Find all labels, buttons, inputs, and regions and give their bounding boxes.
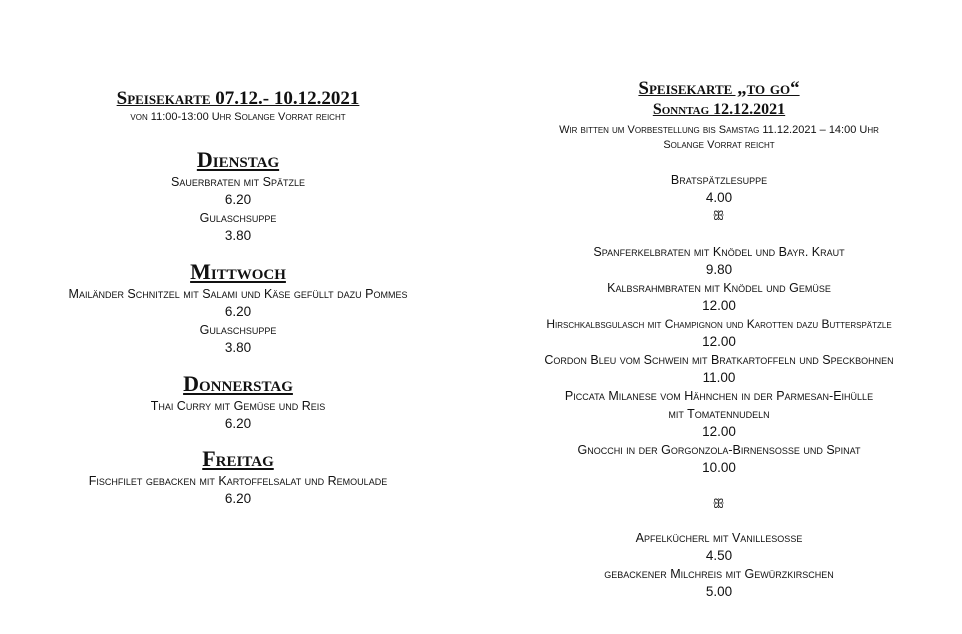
menu-item-name: Kalbsrahmbraten mit Knödel und Gemüse — [607, 281, 831, 295]
menu-item-name: Gulaschsuppe — [199, 211, 277, 225]
menu-item-price: 12.00 — [702, 424, 736, 439]
menu-item-price: 12.00 — [702, 298, 736, 313]
menu-item-name-cont: mit Tomatennudeln — [668, 407, 770, 421]
menu-item-price: 3.80 — [224, 340, 252, 355]
menu-item-price: 12.00 — [702, 334, 736, 349]
menu-item-name: Apfelkücherl mit Vanillesoße — [635, 531, 803, 545]
menu-item-name: Gnocchi in der Gorgonzola-Birnensoße und Spinat — [577, 443, 861, 457]
menu-item-name: Thai Curry mit Gemüse und Reis — [150, 399, 326, 413]
menu-item-price: 4.00 — [705, 190, 733, 205]
menu-item-name: Mailänder Schnitzel mit Salami und Käse gefüllt dazu Pommes — [68, 287, 408, 301]
weekly-menu-subtitle: von 11:00-13:00 Uhr Solange Vorrat reicht — [130, 111, 346, 123]
day-heading: Dienstag — [196, 147, 280, 172]
day-section-wednesday — [0, 259, 476, 357]
menu-item-price: 6.20 — [224, 304, 252, 319]
menu-item-name: Spanferkelbraten mit Knödel und Bayr. Kraut — [593, 245, 845, 259]
ornament-icon: ꕥ — [712, 496, 726, 511]
preorder-note: Wir bitten um Vorbestellung bis Samstag 11.12.2021 – 14:00 Uhr — [559, 124, 879, 136]
menu-item-price: 3.80 — [224, 228, 252, 243]
day-section-thursday — [0, 371, 476, 433]
menu-item-price: 6.20 — [224, 416, 252, 431]
menu-item-price: 11.00 — [702, 370, 736, 385]
day-section-friday — [0, 446, 476, 508]
menu-item-price: 10.00 — [702, 460, 736, 475]
menu-item-name: Gulaschsuppe — [199, 323, 277, 337]
ornament-icon: ꕥ — [712, 208, 726, 223]
day-heading: Donnerstag — [183, 371, 293, 396]
menu-item-name: gebackener Milchreis mit Gewürzkirschen — [604, 567, 834, 581]
preorder-note-2: Solange Vorrat reicht — [663, 139, 775, 151]
menu-item-price: 5.00 — [705, 584, 733, 599]
main-dishes — [476, 243, 962, 477]
to-go-menu-title: Speisekarte „to go“ — [638, 78, 800, 99]
menu-item-price: 9.80 — [705, 262, 733, 277]
day-section-tuesday — [0, 147, 476, 245]
weekly-menu — [0, 0, 476, 508]
menu-item-price: 6.20 — [224, 192, 252, 207]
menu-item-price: 6.20 — [224, 491, 252, 506]
menu-item-price: 4.50 — [705, 548, 733, 563]
menu-item-name: Sauerbraten mit Spätzle — [171, 175, 305, 189]
menu-item-name: Cordon Bleu vom Schwein mit Bratkartoffeln und Speckbohnen — [544, 353, 894, 367]
to-go-date: Sonntag 12.12.2021 — [652, 101, 786, 118]
day-heading: Freitag — [202, 446, 274, 471]
day-heading: Mittwoch — [190, 259, 286, 284]
weekly-menu-title: Speisekarte 07.12.- 10.12.2021 — [116, 88, 360, 109]
menu-item-name: Bratspätzlesuppe — [670, 173, 768, 187]
to-go-menu — [476, 0, 962, 601]
menu-item-name: Hirschkalbsgulasch mit Champignon und Karotten dazu Butterspätzle — [546, 317, 892, 331]
desserts — [476, 529, 962, 601]
menu-item-name: Piccata Milanese vom Hähnchen in der Parmesan-Eihülle — [564, 389, 874, 403]
menu-item-name: Fischfilet gebacken mit Kartoffelsalat und Remoulade — [88, 474, 388, 488]
